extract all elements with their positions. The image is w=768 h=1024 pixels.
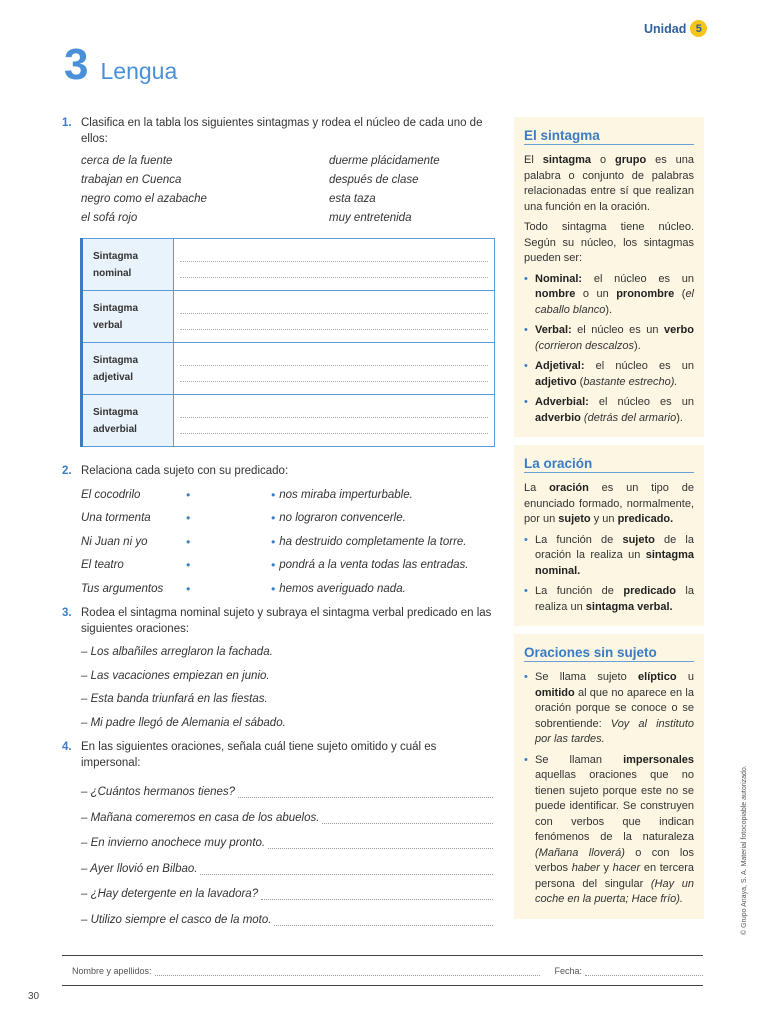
unit-number-badge: 5 bbox=[690, 20, 707, 37]
text-segment: ). bbox=[605, 303, 613, 316]
text-segment: bastante estrecho). bbox=[583, 375, 678, 388]
text-segment: al que no aparece en la oración porque se conoce o se sobrentiende: bbox=[535, 686, 694, 730]
answer-line[interactable] bbox=[274, 916, 493, 926]
answer-line[interactable] bbox=[200, 865, 493, 875]
text-segment: o con los verbos bbox=[535, 846, 694, 874]
text-segment: o un bbox=[575, 288, 617, 300]
box-bullet bbox=[524, 670, 694, 748]
text-segment: o bbox=[591, 154, 615, 166]
predicate-text: hemos averiguado nada. bbox=[279, 582, 406, 595]
box-bullet bbox=[524, 323, 694, 354]
text-segment: sujeto bbox=[558, 513, 591, 525]
box-bullet bbox=[524, 584, 694, 615]
exercise-instruction: Rodea el sintagma nominal sujeto y subraya el sintagma verbal predicado en las siguientes oraciones: bbox=[81, 606, 492, 635]
text-segment: la realiza un bbox=[535, 585, 694, 613]
unit-indicator bbox=[644, 20, 707, 37]
answer-row bbox=[81, 904, 493, 930]
text-segment: verbo bbox=[664, 324, 694, 336]
text-segment: (Mañana lloverá) bbox=[535, 846, 625, 859]
sentence: – En invierno anochece muy pronto. bbox=[81, 837, 266, 849]
text-segment: ( bbox=[674, 288, 686, 300]
answer-line[interactable] bbox=[238, 788, 493, 798]
text-segment: Verbal: bbox=[535, 324, 572, 336]
box-title: El sintagma bbox=[524, 127, 694, 145]
row-label bbox=[82, 343, 174, 395]
predicate bbox=[271, 488, 413, 502]
box-bullet bbox=[524, 272, 694, 319]
box-bullet-list bbox=[524, 272, 694, 427]
exercise-number: 1. bbox=[62, 117, 72, 129]
box-bullet bbox=[524, 359, 694, 390]
text-segment: es una palabra o conjunto de palabras relacionadas entre sí que realizan una función en la oración. bbox=[524, 154, 694, 213]
answer-line[interactable] bbox=[322, 814, 493, 824]
text-segment: ( bbox=[576, 375, 584, 388]
answer-cell[interactable] bbox=[174, 291, 495, 343]
row-label bbox=[82, 291, 174, 343]
match-point-right[interactable]: • bbox=[271, 487, 276, 502]
text-segment: ). bbox=[634, 339, 641, 352]
sentence: – ¿Hay detergente en la lavadora? bbox=[81, 888, 259, 900]
match-point-right[interactable]: • bbox=[271, 558, 276, 573]
match-point-left[interactable]: • bbox=[186, 511, 191, 526]
exercise-instruction: Clasifica en la tabla los siguientes sintagmas y rodea el núcleo de cada uno de ellos: bbox=[81, 117, 483, 145]
answer-row bbox=[81, 879, 493, 905]
predicate-text: nos miraba imperturbable. bbox=[279, 488, 413, 501]
text-segment: y bbox=[599, 862, 613, 874]
box-bullet bbox=[524, 395, 694, 426]
predicate-text: no lograron convencerle. bbox=[279, 512, 406, 525]
table-row bbox=[82, 343, 495, 395]
table-row bbox=[82, 291, 495, 343]
text-segment: La función de bbox=[535, 533, 623, 546]
info-box-oracion bbox=[514, 445, 704, 626]
text-segment: predicado. bbox=[617, 513, 674, 525]
exercise-instruction: Relaciona cada sujeto con su predicado: bbox=[81, 465, 289, 477]
match-point-left[interactable]: • bbox=[186, 558, 191, 573]
sentence: – Las vacaciones empiezan en junio. bbox=[81, 669, 270, 682]
text-segment: y un bbox=[590, 513, 618, 525]
text-segment: es un tipo de enunciado formado, normalmente, por un bbox=[524, 482, 694, 525]
info-box-sintagma bbox=[514, 117, 704, 437]
answer-row bbox=[81, 853, 493, 879]
text-segment: hacer bbox=[612, 862, 641, 874]
box-bullet bbox=[524, 753, 694, 908]
answer-lines bbox=[81, 777, 493, 930]
box-paragraph bbox=[524, 481, 694, 528]
text-segment: grupo bbox=[615, 154, 647, 166]
sentence: – Los albañiles arreglaron la fachada. bbox=[81, 646, 273, 659]
phrase: negro como el azabache bbox=[81, 193, 207, 205]
text-segment: adjetivo bbox=[535, 375, 577, 388]
predicate bbox=[271, 535, 467, 549]
row-label-line: adjetival bbox=[93, 371, 134, 383]
phrase: después de clase bbox=[329, 174, 419, 186]
row-label-line: adverbial bbox=[93, 423, 137, 435]
answer-line[interactable] bbox=[268, 839, 493, 849]
table-row bbox=[82, 239, 495, 291]
matching-row bbox=[81, 554, 497, 578]
match-point-right[interactable]: • bbox=[271, 534, 276, 549]
match-point-right[interactable]: • bbox=[271, 581, 276, 596]
exercise-4 bbox=[62, 739, 497, 771]
box-bullet-list bbox=[524, 670, 694, 908]
row-label bbox=[82, 395, 174, 447]
text-segment: La función de bbox=[535, 585, 624, 597]
page-title bbox=[64, 40, 177, 90]
match-point-right[interactable]: • bbox=[271, 511, 276, 526]
box-paragraph bbox=[524, 220, 694, 267]
phrase-list bbox=[81, 153, 501, 226]
answer-cell[interactable] bbox=[174, 395, 495, 447]
text-segment: omitido bbox=[535, 686, 575, 699]
page-number: 30 bbox=[28, 991, 40, 1002]
text-segment: (Hay un coche en la puerta; Hace frío). bbox=[535, 877, 694, 905]
row-label-line: verbal bbox=[93, 319, 123, 331]
text-segment: sujeto bbox=[622, 533, 655, 546]
text-segment: nombre bbox=[535, 288, 576, 300]
text-segment: el núcleo es un bbox=[582, 272, 694, 285]
text-segment: pronombre bbox=[616, 288, 675, 300]
text-segment: aquellas oraciones que no tienen sujeto porque este no se puede identificar. Se construyen con verbos que indican fenómenos de la naturaleza bbox=[535, 769, 694, 843]
predicate bbox=[271, 511, 406, 525]
box-title: Oraciones sin sujeto bbox=[524, 644, 694, 662]
row-label-line: Sintagma bbox=[93, 302, 139, 314]
row-label-line: Sintagma bbox=[93, 250, 139, 262]
text-segment: predicado bbox=[623, 585, 676, 597]
unit-label: Unidad bbox=[644, 21, 687, 36]
subject: Ni Juan ni yo bbox=[81, 535, 148, 548]
text-segment: Se llaman bbox=[535, 753, 624, 766]
text-segment: Voy al instituto por las tardes. bbox=[535, 717, 694, 745]
exercises-column bbox=[62, 115, 497, 930]
predicate bbox=[271, 558, 468, 572]
matching-row bbox=[81, 530, 497, 554]
answer-row bbox=[81, 828, 493, 854]
answer-row bbox=[81, 802, 493, 828]
info-box-oraciones-sin-sujeto bbox=[514, 634, 704, 919]
exercise-2 bbox=[62, 463, 497, 479]
phrase: trabajan en Cuenca bbox=[81, 174, 182, 186]
exercise-instruction: En las siguientes oraciones, señala cuál tiene sujeto omitido y cuál es impersonal: bbox=[81, 740, 437, 769]
phrase: muy entretenida bbox=[329, 212, 412, 224]
text-segment: sintagma nominal. bbox=[535, 549, 694, 577]
text-segment: La bbox=[524, 482, 550, 494]
matching-list bbox=[81, 483, 497, 601]
matching-row bbox=[81, 507, 497, 531]
answer-line[interactable] bbox=[261, 890, 493, 900]
row-label-line: Sintagma bbox=[93, 354, 139, 366]
predicate-text: ha destruido completamente la torre. bbox=[279, 535, 467, 548]
answer-row bbox=[81, 777, 493, 803]
date-label: Fecha: bbox=[554, 965, 582, 976]
predicate-text: pondrá a la venta todas las entradas. bbox=[279, 559, 469, 572]
text-segment: en tercera persona del singular bbox=[535, 862, 694, 890]
exercise-3 bbox=[62, 605, 497, 637]
copyright-notice: © Grupo Anaya, S. A. Material fotocopiable autorizado. bbox=[741, 765, 748, 935]
text-segment: de la oración la realiza un bbox=[535, 533, 694, 561]
subject: Una tormenta bbox=[81, 512, 151, 525]
table-row bbox=[82, 395, 495, 447]
text-segment: u bbox=[676, 671, 694, 683]
match-point-left[interactable]: • bbox=[186, 581, 191, 596]
row-label-line: nominal bbox=[93, 267, 132, 279]
subject: Tus argumentos bbox=[81, 582, 164, 595]
text-segment: Nominal: bbox=[535, 272, 583, 285]
name-label: Nombre y apellidos: bbox=[72, 965, 152, 976]
text-segment: oración bbox=[549, 482, 589, 494]
sentence: – Mañana comeremos en casa de los abuelos. bbox=[81, 811, 320, 824]
classification-table bbox=[80, 238, 495, 447]
sentence: – ¿Cuántos hermanos tienes? bbox=[81, 786, 236, 798]
text-segment: El bbox=[524, 154, 543, 166]
text-segment: el caballo blanco bbox=[535, 288, 694, 316]
box-title: La oración bbox=[524, 455, 694, 473]
sentence: – Ayer llovió en Bilbao. bbox=[81, 862, 198, 875]
chapter-title: Lengua bbox=[100, 58, 178, 84]
exercise-1 bbox=[62, 115, 497, 147]
matching-row bbox=[81, 483, 497, 507]
text-segment: (corrieron descalzos bbox=[535, 339, 635, 352]
name-field[interactable] bbox=[155, 966, 541, 976]
box-paragraph bbox=[524, 153, 694, 215]
row-label bbox=[82, 239, 174, 291]
predicate bbox=[271, 582, 406, 596]
exercise-number: 4. bbox=[62, 740, 72, 753]
text-segment: Adjetival: bbox=[535, 360, 585, 372]
text-segment: el núcleo es un bbox=[588, 396, 694, 408]
row-label-line: Sintagma bbox=[93, 406, 139, 418]
text-segment: impersonales bbox=[623, 753, 694, 766]
text-segment: sintagma bbox=[542, 154, 592, 166]
text-segment: sintagma verbal. bbox=[585, 600, 673, 613]
phrase: esta taza bbox=[329, 193, 376, 205]
phrase: el sofá rojo bbox=[81, 212, 138, 224]
exercise-number: 2. bbox=[62, 465, 72, 477]
sentence: – Mi padre llegó de Alemania el sábado. bbox=[81, 716, 286, 729]
text-segment: Adverbial: bbox=[535, 396, 589, 408]
sentence-list bbox=[81, 641, 497, 735]
subject: El teatro bbox=[81, 559, 124, 572]
text-segment: elíptico bbox=[638, 671, 677, 683]
student-info-footer bbox=[62, 955, 703, 986]
sentence: – Utilizo siempre el casco de la moto. bbox=[81, 913, 272, 926]
text-segment: el núcleo es un bbox=[584, 360, 694, 372]
box-bullet-list bbox=[524, 533, 694, 616]
subject: El cocodrilo bbox=[81, 488, 141, 501]
phrase: cerca de la fuente bbox=[81, 155, 173, 167]
sidebar bbox=[514, 117, 704, 919]
box-bullet bbox=[524, 533, 694, 580]
text-segment: Se llama sujeto bbox=[535, 671, 639, 683]
text-segment: adverbio bbox=[535, 411, 581, 424]
text-segment: haber bbox=[571, 862, 600, 874]
phrase: duerme plácidamente bbox=[329, 155, 440, 167]
chapter-number: 3 bbox=[64, 40, 89, 89]
matching-row bbox=[81, 577, 497, 601]
exercise-number: 3. bbox=[62, 606, 72, 619]
match-point-left[interactable]: • bbox=[186, 534, 191, 549]
text-segment: (detrás del armario bbox=[583, 411, 677, 424]
answer-cell[interactable] bbox=[174, 343, 495, 395]
text-segment: ). bbox=[676, 411, 683, 424]
answer-cell[interactable] bbox=[174, 239, 495, 291]
match-point-left[interactable]: • bbox=[186, 487, 191, 502]
text-segment: Todo sintagma tiene núcleo. Según su núcleo, los sintagmas pueden ser: bbox=[524, 221, 694, 264]
sentence: – Esta banda triunfará en las fiestas. bbox=[81, 693, 268, 706]
text-segment: el núcleo es un bbox=[571, 324, 665, 336]
date-field[interactable] bbox=[585, 966, 703, 976]
